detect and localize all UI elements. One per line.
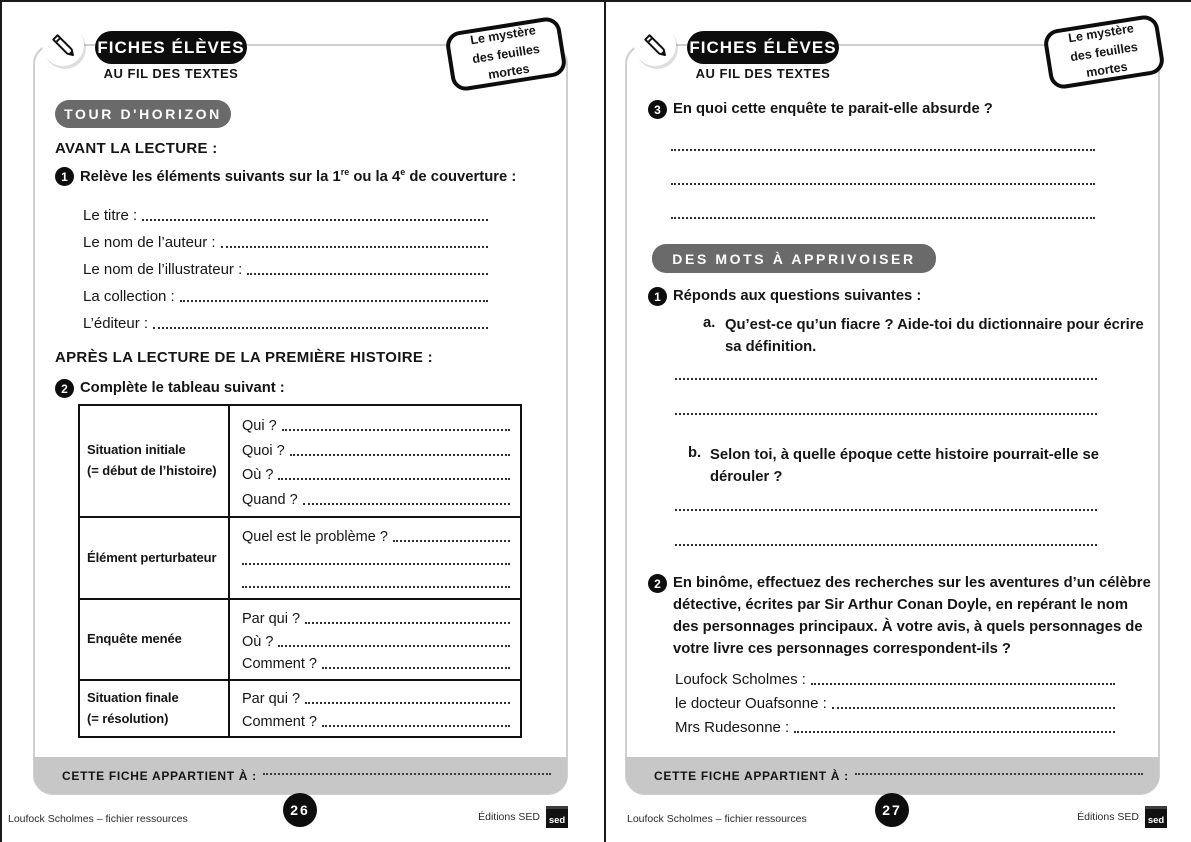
prompt-label: Comment ? [242,713,317,730]
owner-label: CETTE FICHE APPARTIENT À : [654,768,849,783]
prompt-label: Comment ? [242,656,317,673]
dotted-line [855,773,1143,775]
write-in-field-ouafsonne [675,688,1115,712]
sub-question-a [703,315,1165,359]
write-in-field-rudesonne [675,712,1115,736]
answer-line [675,509,1097,511]
brand-subtitle: AU FIL DES TEXTES [103,66,239,81]
brand-pill [95,31,247,64]
footer-book-title: Loufock Scholmes – fichier ressources [627,813,807,825]
field-label: Le nom de l’auteur : [83,234,216,251]
question-3-right [648,99,1128,121]
question-number-badge: 3 [648,100,667,119]
sub-question-letter: b. [688,445,702,461]
owner-bar [34,757,567,794]
brand-pill [687,31,839,64]
section-pill-des-mots: DES MOTS À APPRIVOISER [652,244,936,273]
question-text-part: Relève les éléments suivants sur la 1 [80,168,341,185]
answer-line [675,413,1097,415]
field-label: Mrs Rudesonne : [675,719,790,736]
pencil-icon-circle [42,24,84,66]
pencil-icon [642,32,668,58]
heading-apres-lecture: APRÈS LA LECTURE DE LA PREMIÈRE HISTOIRE : [55,349,433,366]
question-text-part: de couverture : [405,168,517,185]
question-text: Complète le tableau suivant : [80,380,285,396]
row-label-line: Situation finale [87,689,179,705]
publisher-name: Éditions SED [1077,811,1139,823]
badge-line-2: des feuilles mortes [1069,39,1139,81]
row-label-line: Élément perturbateur [87,549,217,565]
badge-line-1: Le mystère [469,23,537,48]
answer-line [675,378,1097,380]
row-label-line: (= résolution) [87,710,169,726]
ordinal-superscript: e [400,167,406,177]
dotted-line [263,773,551,775]
question-1-right [648,286,1068,308]
heading-avant-lecture: AVANT LA LECTURE : [55,140,218,157]
publisher-logo: sed [546,806,568,828]
ordinal-superscript: re [340,167,350,177]
question-text: En quoi cette enquête te parait-elle absurde ? [673,101,993,117]
question-text-part: ou la 4 [349,168,401,185]
row-label-line: Enquête menée [87,631,182,647]
answer-line [675,544,1097,546]
sub-question-letter: a. [703,315,716,331]
dotted-line [794,731,1115,733]
answer-line [671,149,1095,151]
brand-subtitle: AU FIL DES TEXTES [695,66,831,81]
field-label: Loufock Scholmes : [675,671,806,688]
footer-book-title: Loufock Scholmes – fichier ressources [8,813,188,825]
section-pill-tour-horizon: TOUR D'HORIZON [55,100,231,128]
write-in-field-scholmes [675,664,1115,688]
pencil-icon-circle [634,24,676,66]
question-2-right [648,573,1153,661]
question-number-badge: 1 [648,287,667,306]
prompt-label: Quoi ? [242,442,285,459]
brand-title: FICHES ÉLÈVES [689,37,837,57]
field-label: L’éditeur : [83,315,149,332]
field-label: Le nom de l’illustrateur : [83,261,243,278]
dotted-line [832,707,1115,709]
sub-question-b [688,445,1166,489]
answer-line [671,217,1095,219]
prompt-label: Qui ? [242,418,277,435]
answer-line [671,183,1095,185]
footer-publisher [997,806,1167,828]
field-label: Le titre : [83,207,138,224]
publisher-logo: sed [1145,806,1167,828]
row-label-line: (= début de l’histoire) [87,463,217,478]
sub-question-text: Qu’est-ce qu’un fiacre ? Aide-toi du dictionnaire pour écrire sa définition. [725,317,1144,355]
row-label-line: Situation initiale [87,442,186,458]
badge-line-2: des feuilles mortes [471,41,541,83]
dotted-line [811,683,1115,685]
prompt-label: Quel est le problème ? [242,529,388,545]
question-number-badge: 1 [55,167,74,186]
pencil-icon [50,32,76,58]
question-number-badge: 2 [648,574,667,593]
prompt-label: Où ? [242,633,274,650]
field-label: le docteur Ouafsonne : [675,695,827,712]
brand-title: FICHES ÉLÈVES [97,37,245,57]
field-label: La collection : [83,288,175,305]
question-number-badge: 2 [55,379,74,398]
owner-label: CETTE FICHE APPARTIENT À : [62,768,257,783]
prompt-label: Où ? [242,467,274,484]
page-number-badge: 27 [875,793,909,827]
question-text: Réponds aux questions suivantes : [673,288,922,304]
prompt-label: Par qui ? [242,691,301,708]
publisher-name: Éditions SED [478,811,540,823]
prompt-label: Quand ? [242,491,298,508]
badge-line-1: Le mystère [1067,21,1135,46]
prompt-label: Par qui ? [242,610,301,627]
sub-question-text: Selon toi, à quelle époque cette histoire pourrait-elle se dérouler ? [710,447,1099,485]
owner-bar [626,757,1159,794]
question-text: En binôme, effectuez des recherches sur les aventures d’un célèbre détective, écrites par Sir Arthur Conan Doyle, en repérant le nom des personnages principaux. À votre avis, à quels personnages de votre livre ces personnages correspondent-ils ? [673,575,1151,657]
page-number-badge: 26 [283,793,317,827]
